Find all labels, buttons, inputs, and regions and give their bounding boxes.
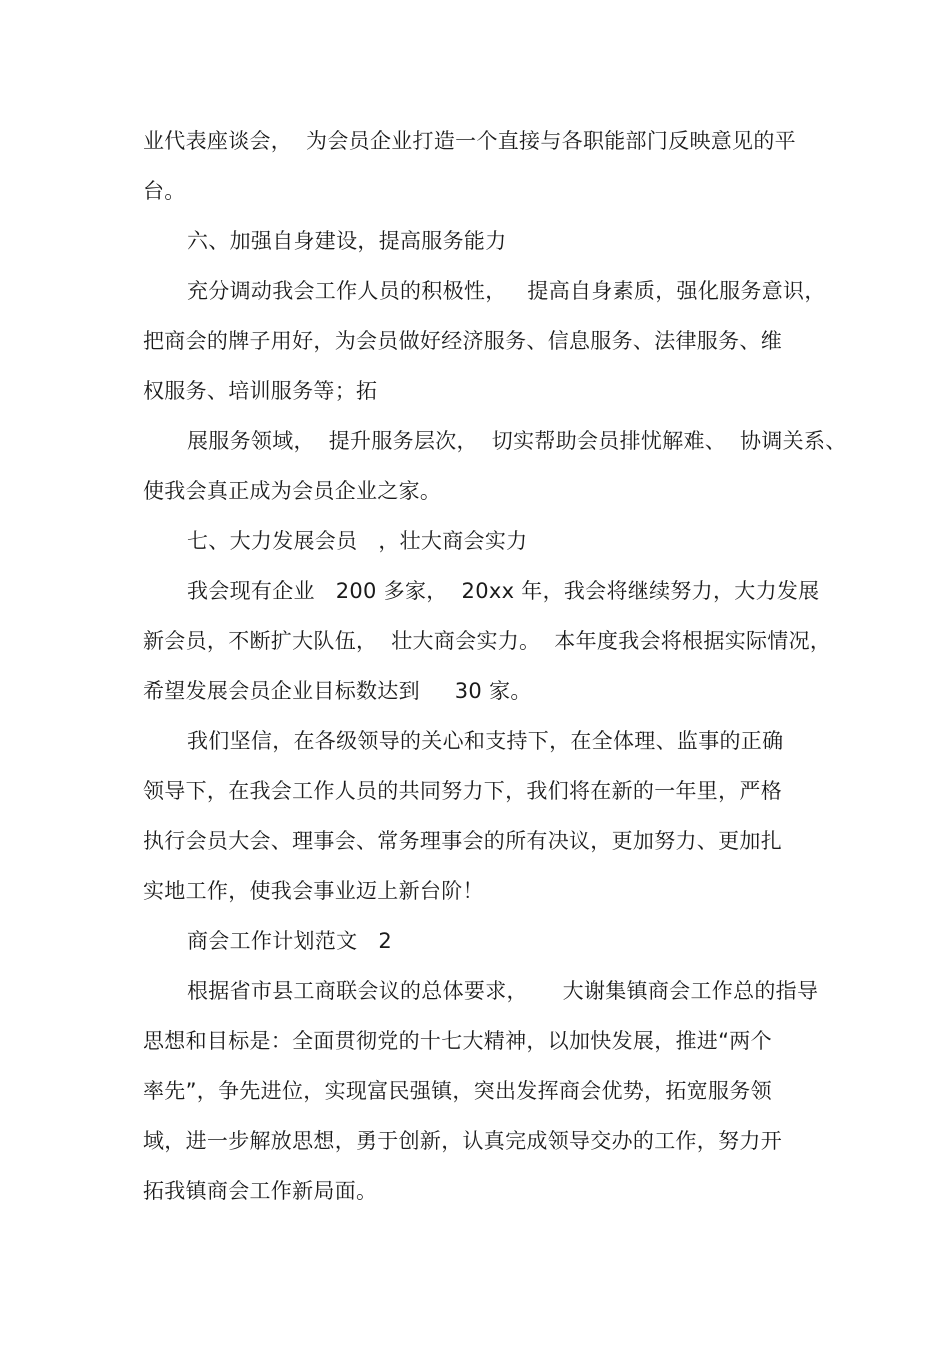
paragraph-line: 业代表座谈会， 为会员企业打造一个直接与各职能部门反映意见的平 [143, 129, 796, 153]
paragraph-line: 域，进一步解放思想，勇于创新，认真完成领导交办的工作，努力开 [143, 1129, 782, 1153]
paragraph-line: 拓我镇商会工作新局面。 [143, 1179, 378, 1203]
paragraph-line: 使我会真正成为会员企业之家。 [143, 479, 442, 503]
paragraph-line: 实地工作，使我会事业迈上新台阶！ [143, 879, 484, 903]
section-heading: 七、大力发展会员 ，壮大商会实力 [187, 529, 528, 553]
paragraph-line: 执行会员大会、理事会、常务理事会的所有决议，更加努力、更加扎 [143, 829, 782, 853]
section-heading: 六、加强自身建设，提高服务能力 [187, 229, 507, 253]
paragraph-line: 我们坚信，在各级领导的关心和支持下，在全体理、监事的正确 [187, 729, 784, 753]
paragraph-line: 台。 [143, 179, 186, 203]
paragraph-line: 把商会的牌子用好，为会员做好经济服务、信息服务、法律服务、维 [143, 329, 782, 353]
paragraph-line: 希望发展会员企业目标数达到 30 家。 [143, 679, 532, 703]
paragraph-line: 展服务领域， 提升服务层次， 切实帮助会员排忧解难、 协调关系、 [187, 429, 847, 453]
paragraph-line: 我会现有企业 200 多家， 20xx 年，我会将继续努力，大力发展 [187, 579, 820, 603]
document-subtitle: 商会工作计划范文 2 [187, 929, 392, 953]
paragraph-line: 充分调动我会工作人员的积极性， 提高自身素质，强化服务意识， [187, 279, 826, 303]
paragraph-line: 思想和目标是：全面贯彻党的十七大精神，以加快发展，推进“两个 [143, 1029, 772, 1053]
paragraph-line: 根据省市县工商联会议的总体要求， 大谢集镇商会工作总的指导 [187, 979, 819, 1003]
paragraph-line: 权服务、培训服务等；拓 [143, 379, 378, 403]
paragraph-line: 率先”，争先进位，实现富民强镇，突出发挥商会优势，拓宽服务领 [143, 1079, 772, 1103]
paragraph-line: 领导下，在我会工作人员的共同努力下，我们将在新的一年里，严格 [143, 779, 782, 803]
paragraph-line: 新会员，不断扩大队伍， 壮大商会实力。 本年度我会将根据实际情况， [143, 629, 832, 653]
